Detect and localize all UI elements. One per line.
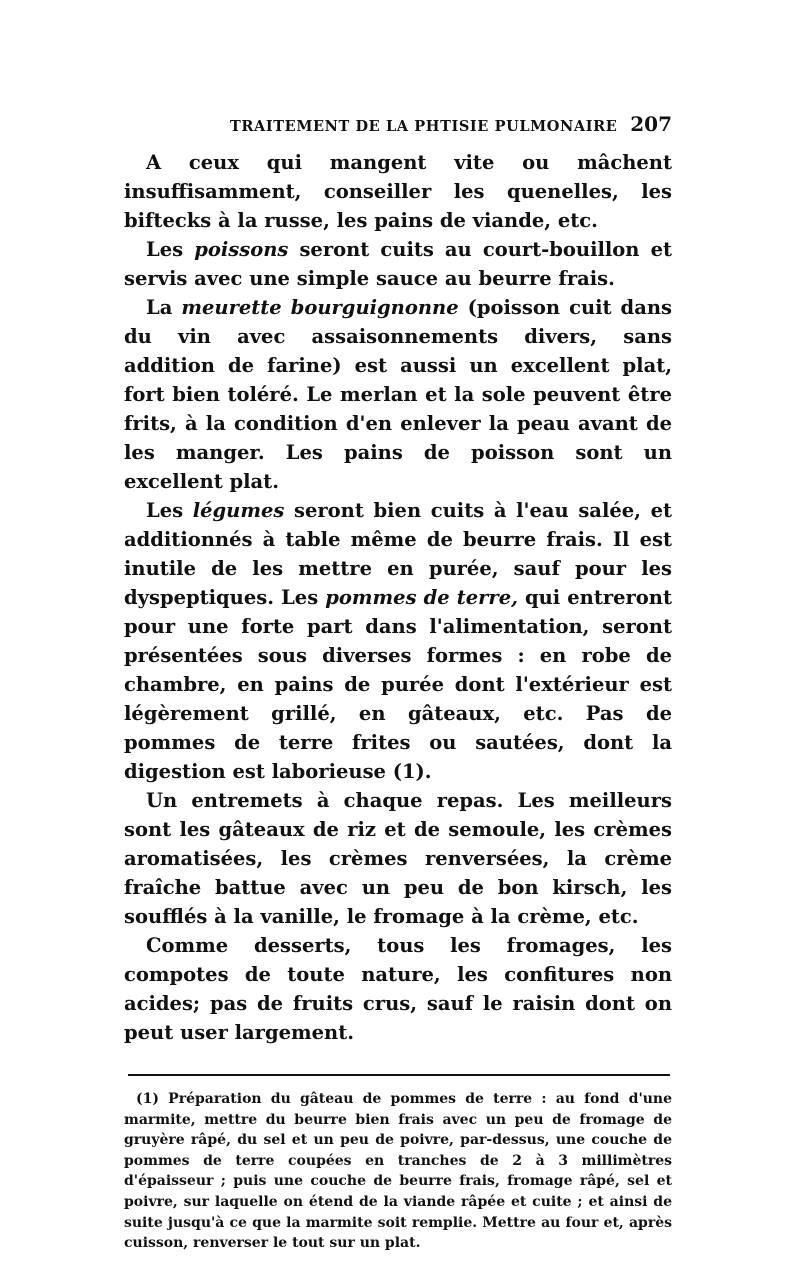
paragraph-4-text-a: Les: [146, 499, 193, 522]
paragraph-4-emphasis-1: légumes: [192, 499, 285, 522]
paragraph-3-emphasis: meurette bourguignonne: [181, 296, 459, 319]
paragraph-4-text-c: qui entreront pour une forte part dans l'alimentation, seront présentées sous diverses formes : en robe de chambre, en pains de purée dont l'extérieur est légèrement grillé, en gâteaux, etc. Pas de pommes de terre frites ou sautées, dont la digestion est laborieuse (1).: [124, 586, 672, 783]
paragraph-2-emphasis: poissons: [194, 238, 289, 261]
paragraph-4-emphasis-2: pommes de terre,: [325, 586, 518, 609]
paragraph-5: Un entremets à chaque repas. Les meilleurs sont les gâteaux de riz et de semoule, les crèmes aromatisées, les crèmes renversées, la crème fraîche battue avec un peu de bon kirsch, les soufflés à la vanille, le fromage à la crème, etc.: [124, 789, 672, 928]
paragraph-1: A ceux qui mangent vite ou mâchent insuffisamment, conseiller les quenelles, les biftecks à la russe, les pains de viande, etc.: [124, 151, 672, 232]
paragraph-4-text-b: seront bien cuits à l'eau salée, et additionnés à table même de beurre frais. Il est inutile de les mettre en purée, sauf pour les dyspeptiques. Les: [124, 499, 672, 609]
paragraph-4: [124, 496, 672, 786]
page-header: [124, 112, 672, 142]
paragraph-6: Comme desserts, tous les fromages, les compotes de toute nature, les confitures non acides; pas de fruits crus, sauf le raisin dont on peut user largement.: [124, 934, 672, 1044]
page-number: 207: [630, 112, 672, 136]
paragraph-2: [124, 235, 672, 293]
book-page: [124, 112, 672, 1254]
footnote-divider: [128, 1074, 670, 1076]
paragraph-2-text-b: seront cuits au court-bouillon et servis avec une simple sauce au beurre frais.: [124, 238, 672, 290]
running-head: TRAITEMENT DE LA PHTISIE PULMONAIRE: [230, 118, 618, 135]
paragraph-2-text-a: Les: [146, 238, 195, 261]
paragraph-3: [124, 293, 672, 496]
footnote: (1) Préparation du gâteau de pommes de terre : au fond d'une marmite, mettre du beurre bien frais avec un peu de fromage de gruyère râpé, du sel et un peu de poivre, par-dessus, une couche de pommes de terre coupées en tranches de 2 à 3 millimètres d'épaisseur ; puis une couche de beurre frais, fromage râpé, sel et poivre, sur laquelle on étend de la viande râpée et cuite ; et ainsi de suite jusqu'à ce que la marmite soit remplie. Mettre au four et, après cuisson, renverser le tout sur un plat.: [124, 1091, 672, 1252]
paragraph-3-text-b: (poisson cuit dans du vin avec assaisonnements divers, sans addition de farine) est aussi un excellent plat, fort bien toléré. Le merlan et la sole peuvent être frits, à la condition d'en enlever la peau avant de les manger. Les pains de poisson sont un excellent plat.: [124, 296, 672, 493]
paragraph-3-text-a: La: [146, 296, 182, 319]
